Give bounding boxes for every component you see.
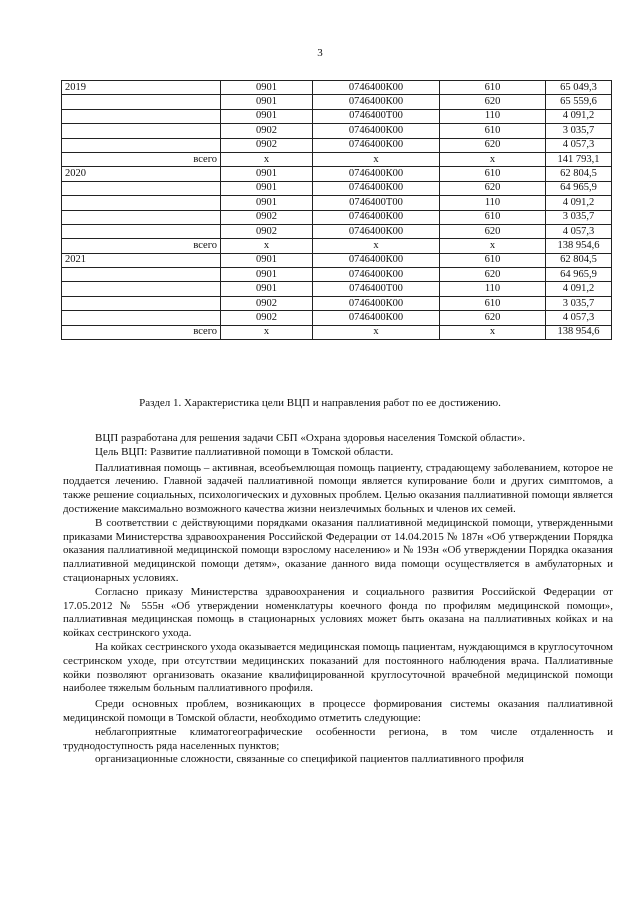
amount-cell: 3 035,7 <box>546 210 612 224</box>
amount-cell: 3 035,7 <box>546 124 612 138</box>
code-cell: х <box>313 325 440 339</box>
code-cell: 0746400Т00 <box>313 196 440 210</box>
code-cell: 0746400К00 <box>313 95 440 109</box>
table-row <box>62 196 612 210</box>
section-cell: 0902 <box>221 296 313 310</box>
code-cell: х <box>313 239 440 253</box>
page-number: 3 <box>317 47 323 59</box>
amount-cell: 4 091,2 <box>546 109 612 123</box>
table-row <box>62 138 612 152</box>
year-cell: 2019 <box>62 81 221 95</box>
paragraph: неблагоприятные климатогеографические особенности региона, в том числе отдаленность и труднодоступность ряда населенных пунктов; <box>63 725 613 752</box>
expense-type-cell: 610 <box>440 296 546 310</box>
code-cell: 0746400К00 <box>313 253 440 267</box>
code-cell: 0746400Т00 <box>313 282 440 296</box>
paragraph: Цель ВЦП: Развитие паллиативной помощи в Томской области. <box>95 445 394 458</box>
table-row <box>62 311 612 325</box>
year-cell <box>62 181 221 195</box>
amount-cell: 4 091,2 <box>546 196 612 210</box>
section-cell: 0901 <box>221 282 313 296</box>
year-cell <box>62 124 221 138</box>
paragraph: ВЦП разработана для решения задачи СБП «Охрана здоровья населения Томской области». <box>95 432 526 444</box>
expense-type-cell: 610 <box>440 167 546 181</box>
total-label: всего <box>62 239 221 253</box>
amount-cell: 65 559,6 <box>546 95 612 109</box>
table-row <box>62 210 612 224</box>
total-row <box>62 239 612 253</box>
section-cell: 0902 <box>221 224 313 238</box>
code-cell: 0746400К00 <box>313 167 440 181</box>
year-cell: 2021 <box>62 253 221 267</box>
table-row <box>62 268 612 282</box>
table-row <box>62 282 612 296</box>
code-cell: 0746400К00 <box>313 81 440 95</box>
section-cell: 0901 <box>221 95 313 109</box>
total-row <box>62 152 612 166</box>
amount-cell: 65 049,3 <box>546 81 612 95</box>
amount-cell: 4 057,3 <box>546 311 612 325</box>
total-row <box>62 325 612 339</box>
expense-type-cell: 610 <box>440 253 546 267</box>
paragraph: В соответствии с действующими порядками оказания паллиативной медицинской помощи, утвержденными приказами Министерства здравоохранения Российской Федерации от 14.04.2015 № 187н «Об утверждении Порядка оказания паллиативной медицинской помощи взрослому населению» и № 193н «Об утверждении Порядка оказания паллиативной медицинской помощи детям», оказание данного вида помощи осуществляется в амбулаторных и стационарных условиях. <box>63 516 613 584</box>
paragraph: Согласно приказу Министерства здравоохранения и социального развития Российской Федерации от 17.05.2012 № 555н «Об утверждении номенклатуры коечного фонда по профилям медицинской помощи», паллиативная медицинская помощь в стационарных условиях может быть оказана на паллиативных койках и на койках сестринского ухода. <box>63 585 613 640</box>
expense-type-cell: 610 <box>440 210 546 224</box>
table-row <box>62 181 612 195</box>
total-amount-cell: 138 954,6 <box>546 239 612 253</box>
code-cell: 0746400К00 <box>313 124 440 138</box>
amount-cell: 62 804,5 <box>546 167 612 181</box>
section-cell: 0901 <box>221 181 313 195</box>
section-cell: 0901 <box>221 167 313 181</box>
section-cell: 0901 <box>221 196 313 210</box>
amount-cell: 4 057,3 <box>546 224 612 238</box>
amount-cell: 62 804,5 <box>546 253 612 267</box>
year-cell <box>62 210 221 224</box>
section-cell: 0901 <box>221 109 313 123</box>
expense-type-cell: 620 <box>440 224 546 238</box>
code-cell: 0746400К00 <box>313 296 440 310</box>
table-row <box>62 124 612 138</box>
code-cell: 0746400К00 <box>313 224 440 238</box>
expense-type-cell: 620 <box>440 268 546 282</box>
section-cell: х <box>221 239 313 253</box>
year-cell <box>62 138 221 152</box>
section-cell: х <box>221 152 313 166</box>
paragraph: На койках сестринского ухода оказывается медицинская помощь пациентам, нуждающимся в круглосуточном сестринском уходе, при отсутствии медицинских показаний для постоянного наблюдения врача. Паллиативные койки позволяют организовать оказание квалифицированной круглосуточной врачебной медицинской помощи наиболее тяжелым больным паллиативного профиля. <box>63 640 613 695</box>
section-cell: 0902 <box>221 210 313 224</box>
amount-cell: 64 965,9 <box>546 181 612 195</box>
table-row <box>62 253 612 267</box>
paragraph: организационные сложности, связанные со спецификой пациентов паллиативного профиля <box>95 753 524 766</box>
amount-cell: 3 035,7 <box>546 296 612 310</box>
section-cell: 0902 <box>221 138 313 152</box>
amount-cell: 4 057,3 <box>546 138 612 152</box>
table-row <box>62 224 612 238</box>
budget-table <box>61 80 612 340</box>
section-cell: х <box>221 325 313 339</box>
year-cell <box>62 282 221 296</box>
code-cell: 0746400К00 <box>313 210 440 224</box>
amount-cell: 64 965,9 <box>546 268 612 282</box>
expense-type-cell: 110 <box>440 196 546 210</box>
table-row <box>62 95 612 109</box>
expense-type-cell: 110 <box>440 109 546 123</box>
code-cell: 0746400К00 <box>313 138 440 152</box>
paragraph: Паллиативная помощь – активная, всеобъемлющая помощь пациенту, страдающему заболеванием, которое не поддается лечению. Главной задачей паллиативной помощи является купирование боли и других симптомов, а также решение социальных, психологических и духовных проблем. Целью оказания паллиативной помощи является достижение максимально возможного качества жизни неизлечимых больных и членов их семей. <box>63 461 613 515</box>
code-cell: 0746400К00 <box>313 311 440 325</box>
table-row <box>62 167 612 181</box>
section-cell: 0901 <box>221 268 313 282</box>
expense-type-cell: 620 <box>440 138 546 152</box>
total-amount-cell: 141 793,1 <box>546 152 612 166</box>
paragraph: Среди основных проблем, возникающих в процессе формирования системы оказания паллиативной медицинской помощи в Томской области, необходимо отметить следующие: <box>63 698 613 724</box>
expense-type-cell: 620 <box>440 311 546 325</box>
code-cell: 0746400Т00 <box>313 109 440 123</box>
table-row <box>62 296 612 310</box>
document-body <box>63 432 613 767</box>
section-cell: 0902 <box>221 124 313 138</box>
expense-type-cell: х <box>440 152 546 166</box>
expense-type-cell: 620 <box>440 95 546 109</box>
year-cell <box>62 109 221 123</box>
code-cell: 0746400К00 <box>313 268 440 282</box>
year-cell: 2020 <box>62 167 221 181</box>
section-cell: 0901 <box>221 253 313 267</box>
total-label: всего <box>62 152 221 166</box>
year-cell <box>62 224 221 238</box>
table-row <box>62 81 612 95</box>
year-cell <box>62 296 221 310</box>
expense-type-cell: 610 <box>440 81 546 95</box>
expense-type-cell: 620 <box>440 181 546 195</box>
total-label: всего <box>62 325 221 339</box>
expense-type-cell: х <box>440 325 546 339</box>
year-cell <box>62 311 221 325</box>
year-cell <box>62 268 221 282</box>
table-row <box>62 109 612 123</box>
section-title: Раздел 1. Характеристика цели ВЦП и направления работ по ее достижению. <box>139 397 501 409</box>
section-cell: 0902 <box>221 311 313 325</box>
section-cell: 0901 <box>221 81 313 95</box>
expense-type-cell: 110 <box>440 282 546 296</box>
year-cell <box>62 95 221 109</box>
code-cell: 0746400К00 <box>313 181 440 195</box>
amount-cell: 4 091,2 <box>546 282 612 296</box>
year-cell <box>62 196 221 210</box>
code-cell: х <box>313 152 440 166</box>
expense-type-cell: 610 <box>440 124 546 138</box>
expense-type-cell: х <box>440 239 546 253</box>
total-amount-cell: 138 954,6 <box>546 325 612 339</box>
